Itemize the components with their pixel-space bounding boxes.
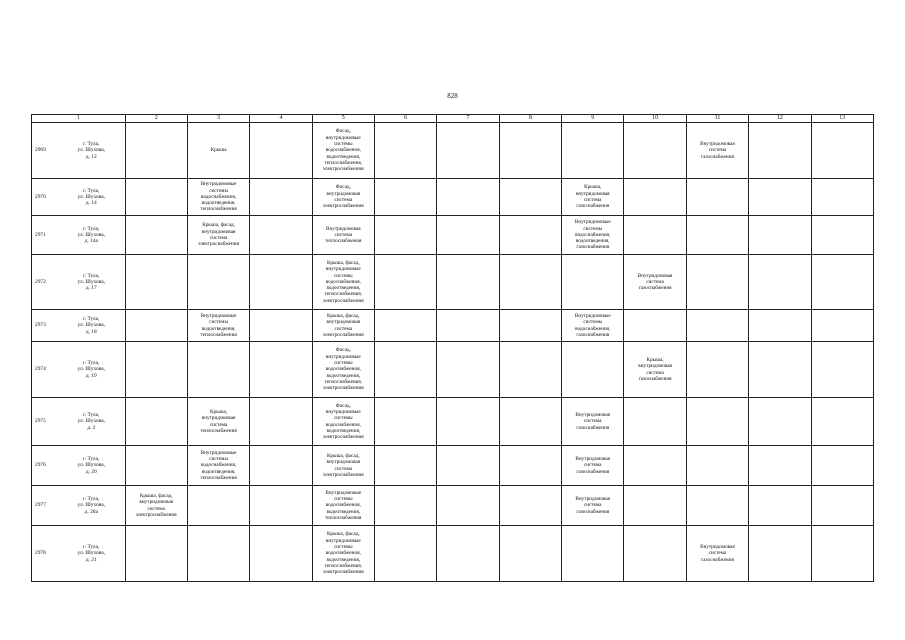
row-number: 2973 [35,322,46,329]
number-address-cell [32,255,126,310]
work-cell [374,310,436,342]
work-cell [686,179,748,216]
work-cell [250,310,312,342]
work-cell [624,398,686,446]
column-header: 6 [374,115,436,123]
work-cell [374,398,436,446]
work-cell: Внутридомовая система теплоснабжения [312,216,374,255]
work-cell [749,398,811,446]
table-row [32,216,874,255]
work-cell [125,526,187,582]
work-cell [250,526,312,582]
work-cell [686,216,748,255]
address-cell: г. Тула, ул. Шухова, д. 20а [77,496,105,515]
work-cell: Фасад, внутридомовые системы водоснабжения, водоотведения, электроснабжения [312,398,374,446]
work-cell: Крыша, внутридомовая система газоснабжения [624,342,686,398]
work-cell: Крыша, фасад, внутридомовые системы водоснабжения, водоотведения, теплоснабжения, электроснабжения [312,255,374,310]
table-row [32,398,874,446]
work-cell [499,216,561,255]
table-row [32,310,874,342]
work-cell [250,179,312,216]
work-cell [749,179,811,216]
column-header: 5 [312,115,374,123]
work-cell [499,486,561,526]
work-cell [125,179,187,216]
work-cell [562,123,624,179]
work-cell [811,310,874,342]
work-cell [125,255,187,310]
work-cell [562,255,624,310]
work-cell [811,398,874,446]
work-cell [437,486,499,526]
column-header: 2 [125,115,187,123]
work-cell [624,310,686,342]
column-header: 7 [437,115,499,123]
work-cell [499,526,561,582]
work-cell [499,446,561,486]
work-cell [686,486,748,526]
work-cell: Внутридомовые системы водоснабжения, водоотведения, газоснабжения [562,216,624,255]
work-cell: Крыша, фасад, внутридомовая система электроснабжения [312,310,374,342]
work-cell [437,446,499,486]
work-cell [624,446,686,486]
number-address-cell [32,179,126,216]
work-cell [811,179,874,216]
table-row [32,123,874,179]
work-cell [250,123,312,179]
work-cell [187,342,249,398]
table-body [32,123,874,582]
work-cell [499,255,561,310]
work-cell [811,486,874,526]
row-number: 2972 [35,278,46,285]
work-cell: Фасад, внутридомовые системы водоснабжения, водоотведения, теплоснабжения, электроснабжения [312,342,374,398]
work-cell [624,216,686,255]
work-cell [187,526,249,582]
work-cell [125,123,187,179]
column-header: 1 [32,115,126,123]
column-header: 13 [811,115,874,123]
number-address-cell [32,526,126,582]
work-cell [437,216,499,255]
work-cell [374,123,436,179]
work-cell: Крыша, фасад, внутридомовые системы водоснабжения, водоотведения, теплоснабжения, электроснабжения [312,526,374,582]
work-cell [374,216,436,255]
work-cell [749,526,811,582]
row-number: 2971 [35,231,46,238]
work-cell [749,123,811,179]
work-cell [437,526,499,582]
work-cell: Внутридомовая система газоснабжения [686,526,748,582]
address-cell: г. Тула, ул. Шухова, д. 20 [77,456,105,475]
work-cell [749,446,811,486]
work-cell [499,398,561,446]
work-cell: Внутридомовая система газоснабжения [562,446,624,486]
work-cell [250,255,312,310]
work-cell [374,486,436,526]
work-cell: Крыша, фасад, внутридомовая система электроснабжения [187,216,249,255]
address-cell: г. Тула, ул. Шухова, д. 19 [77,360,105,379]
work-cell: Крыша, фасад, внутридомовая система электроснабжения [125,486,187,526]
work-cell [811,216,874,255]
address-cell: г. Тула, ул. Шухова, д. 12 [77,141,105,160]
work-cell [437,342,499,398]
address-cell: г. Тула, ул. Шухова, д. 17 [77,272,105,292]
work-cell: Внутридомовые системы водоснабжения, водоотведения, теплоснабжения [187,446,249,486]
work-cell [437,398,499,446]
work-cell [624,123,686,179]
column-header: 11 [686,115,748,123]
work-cell [437,123,499,179]
work-cell [437,179,499,216]
work-cell: Крыша, внутридомовая система газоснабжения [562,179,624,216]
work-cell: Внутридомовые системы водоснабжения, газоснабжения [562,310,624,342]
address-cell: г. Тула, ул. Шухова, д. 21 [77,544,105,563]
table-row [32,486,874,526]
work-cell: Внутридомовая система газоснабжения [624,255,686,310]
row-number: 2976 [35,462,46,469]
work-cell [562,342,624,398]
work-cell [250,486,312,526]
table-header-row [32,115,874,123]
work-cell [499,179,561,216]
work-cell [749,486,811,526]
work-cell [811,446,874,486]
work-cell [562,526,624,582]
row-number: 2975 [35,418,46,425]
work-cell [125,342,187,398]
table-row [32,446,874,486]
column-header: 3 [187,115,249,123]
work-cell [499,342,561,398]
table-row [32,255,874,310]
work-cell: Внутридомовая система газоснабжения [686,123,748,179]
work-cell [374,342,436,398]
column-header: 12 [749,115,811,123]
work-cell: Внутридомовые системы водоснабжения, водоотведения, теплоснабжения [187,179,249,216]
work-cell [125,398,187,446]
number-address-cell [32,342,126,398]
work-cell [125,310,187,342]
address-cell: г. Тула, ул. Шухова, д. 14а [77,225,105,245]
work-cell [749,342,811,398]
work-cell [374,255,436,310]
work-cell [250,398,312,446]
work-cell [811,526,874,582]
work-cell: Крыша [187,123,249,179]
work-cell [250,446,312,486]
work-cell [686,342,748,398]
work-cell [374,179,436,216]
number-address-cell [32,216,126,255]
work-cell [811,342,874,398]
number-address-cell [32,486,126,526]
work-cell [686,398,748,446]
number-address-cell [32,123,126,179]
table-row [32,526,874,582]
work-cell [686,255,748,310]
work-cell: Фасад, внутридомовая система электроснабжения [312,179,374,216]
work-cell [374,526,436,582]
work-cell [811,123,874,179]
work-cell [624,179,686,216]
work-cell [749,310,811,342]
work-cell [624,486,686,526]
table-row [32,179,874,216]
work-cell [437,255,499,310]
work-cell: Внутридомовая система газоснабжения [562,486,624,526]
row-number: 2969 [35,147,46,154]
work-cell [187,486,249,526]
work-cell: Внутридомовые системы водоотведения, теплоснабжения [187,310,249,342]
work-cell: Крыша, внутридомовая система теплоснабжения [187,398,249,446]
work-cell [437,310,499,342]
column-header: 8 [499,115,561,123]
work-cell [250,342,312,398]
column-header: 10 [624,115,686,123]
column-header: 9 [562,115,624,123]
work-cell: Внутридомовые системы водоснабжения, водоотведения, теплоснабжения [312,486,374,526]
work-cell: Внутридомовая система газоснабжения [562,398,624,446]
work-cell [686,310,748,342]
work-cell [749,255,811,310]
work-cell [250,216,312,255]
number-address-cell [32,398,126,446]
work-cell [499,123,561,179]
address-cell: г. Тула, ул. Шухова, д. 14 [77,187,105,207]
work-cell [749,216,811,255]
work-cell [187,255,249,310]
work-cell: Фасад, внутридомовые системы водоснабжения, водоотведения, теплоснабжения, электроснабжения [312,123,374,179]
number-address-cell [32,446,126,486]
page-number: 828 [447,92,458,100]
work-cell [624,526,686,582]
row-number: 2977 [35,502,46,509]
address-cell: г. Тула, ул. Шухова, д. 2 [77,412,105,431]
row-number: 2970 [35,193,46,200]
work-cell [125,216,187,255]
table-row [32,342,874,398]
address-cell: г. Тула, ул. Шухова, д. 18 [77,316,105,335]
row-number: 2978 [35,550,46,557]
work-cell [499,310,561,342]
column-header: 4 [250,115,312,123]
repair-schedule-table [31,114,874,582]
row-number: 2974 [35,366,46,373]
work-cell [125,446,187,486]
work-cell [686,446,748,486]
work-cell [374,446,436,486]
work-cell: Крыша, фасад, внутридомовая система электроснабжения [312,446,374,486]
work-cell [811,255,874,310]
number-address-cell [32,310,126,342]
